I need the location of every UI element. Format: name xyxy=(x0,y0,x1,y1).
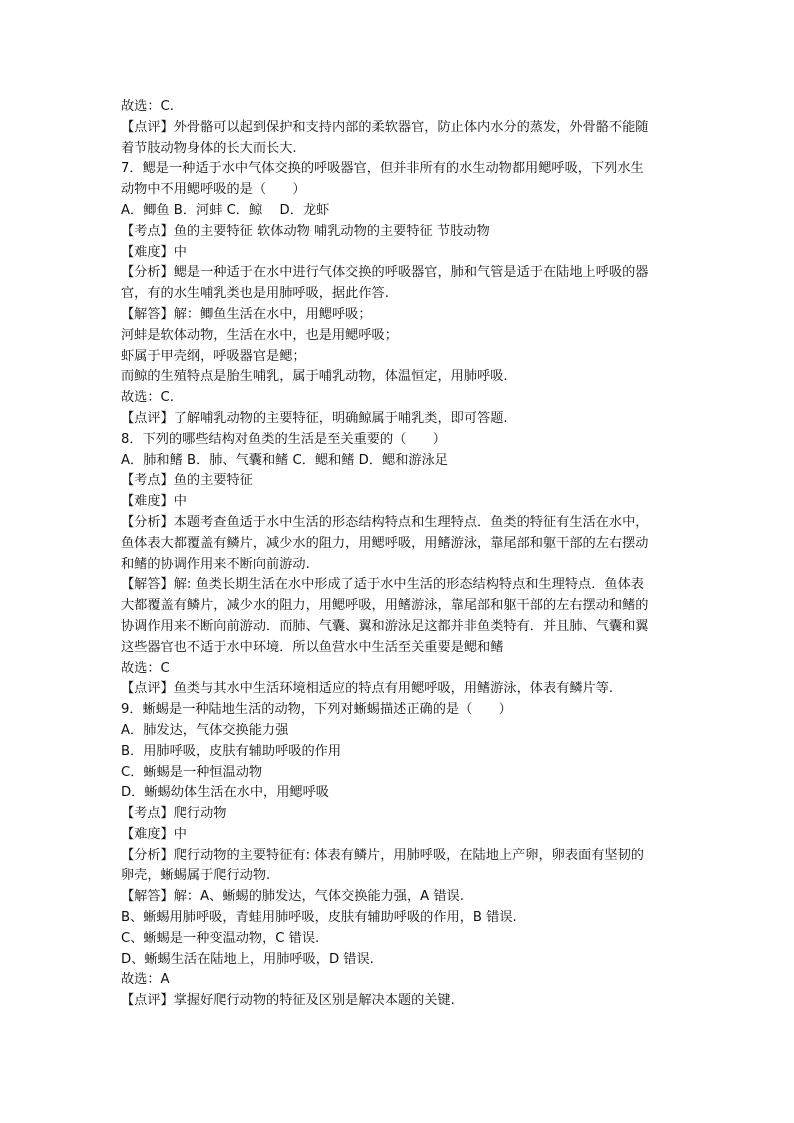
question-7-stem: 7．鳃是一种适于水中气体交换的呼吸器官，但并非所有的水生动物都用鳃呼吸，下列水生 xyxy=(121,161,644,177)
question-8-stem: 8．下列的哪些结构对鱼类的生活是至关重要的（ ） xyxy=(121,431,446,447)
text-line: 【点评】了解哺乳动物的主要特征，明确鲸属于哺乳类，即可答题. xyxy=(121,410,508,426)
text-line: 【考点】鱼的主要特征 软体动物 哺乳动物的主要特征 节肢动物 xyxy=(121,223,490,239)
text-line: 协调作用来不断向前游动．而肺、气囊、翼和游泳足这都并非鱼类特有．并且肺、气囊和翼 xyxy=(121,618,649,634)
option-b: B．用肺呼吸，皮肤有辅助呼吸的作用 xyxy=(121,743,342,759)
text-line: 【解答】解: 鱼类长期生活在水中形成了适于水中生活的形态结构特点和生理特点．鱼体表 xyxy=(121,577,644,593)
text-line: 故选：C xyxy=(121,660,170,676)
text-line: 【点评】鱼类与其水中生活环境相适应的特点有用鳃呼吸，用鳍游泳，体表有鳞片等. xyxy=(121,681,614,697)
text-line: 动物中不用鳃呼吸的是（ ） xyxy=(121,182,306,198)
text-line: 【考点】鱼的主要特征 xyxy=(121,473,253,489)
text-line: 着节肢动物身体的长大而长大. xyxy=(121,140,297,156)
text-line: 鱼体表大都覆盖有鳞片，减少水的阻力，用鳃呼吸，用鳍游泳，靠尾部和躯干部的左右摆动 xyxy=(121,535,649,551)
option-c: C．蜥蜴是一种恒温动物 xyxy=(121,764,263,780)
text-line: 【分析】爬行动物的主要特征有: 体表有鳞片，用肺呼吸，在陆地上产卵，卵表面有坚韧的 xyxy=(121,847,644,863)
text-line: 【难度】中 xyxy=(121,244,187,260)
text-line: 【点评】掌握好爬行动物的特征及区别是解决本题的关键. xyxy=(121,993,455,1009)
text-line: 故选：A xyxy=(121,972,170,988)
text-line: 【点评】外骨骼可以起到保护和支持内部的柔软器官，防止体内水分的蒸发，外骨骼不能随 xyxy=(121,119,649,135)
text-line: 卵壳，蜥蜴属于爬行动物. xyxy=(121,868,271,884)
question-8-options: A．肺和鳍 B．肺、气囊和鳍 C．鳃和鳍 D．鳃和游泳足 xyxy=(121,452,448,468)
text-line: 【解答】解：A、蜥蜴的肺发达，气体交换能力强，A 错误. xyxy=(121,889,464,905)
question-7-options: A．鲫鱼 B．河蚌 C．鲸 D．龙虾 xyxy=(121,202,330,218)
option-d: D．蜥蜴幼体生活在水中，用鳃呼吸 xyxy=(121,785,329,801)
text-line: 故选：C. xyxy=(121,390,174,406)
text-line: C、蜥蜴是一种变温动物，C 错误. xyxy=(121,930,320,946)
text-line: 【分析】鳃是一种适于在水中进行气体交换的呼吸器官，肺和气管是适于在陆地上呼吸的器 xyxy=(121,265,649,281)
text-line: 河蚌是软体动物，生活在水中，也是用鳃呼吸； xyxy=(121,327,398,343)
text-line: B、蜥蜴用肺呼吸，青蛙用肺呼吸，皮肤有辅助呼吸的作用，B 错误. xyxy=(121,910,517,926)
text-line: 故选：C. xyxy=(121,99,174,114)
text-line: 官，有的水生哺乳类也是用肺呼吸，据此作答. xyxy=(121,286,389,302)
question-9-stem: 9．蜥蜴是一种陆地生活的动物，下列对蜥蜴描述正确的是（ ） xyxy=(121,702,512,718)
option-a: A．肺发达，气体交换能力强 xyxy=(121,722,289,738)
text-line: 和鳍的协调作用来不断向前游动. xyxy=(121,556,310,572)
text-line: 【难度】中 xyxy=(121,494,187,510)
text-line: D、蜥蜴生活在陆地上，用肺呼吸，D 错误. xyxy=(121,951,374,967)
text-line: 【解答】解：鲫鱼生活在水中，用鳃呼吸； xyxy=(121,306,372,322)
text-line: 【难度】中 xyxy=(121,826,187,842)
text-line: 【考点】爬行动物 xyxy=(121,806,227,822)
text-line: 虾属于甲壳纲，呼吸器官是鳃； xyxy=(121,348,306,364)
text-line: 而鲸的生殖特点是胎生哺乳，属于哺乳动物，体温恒定，用肺呼吸. xyxy=(121,369,508,385)
text-line: 这些器官也不适于水中环境．所以鱼营水中生活至关重要是鳃和鳍 xyxy=(121,639,504,655)
text-line: 大都覆盖有鳞片，减少水的阻力，用鳃呼吸，用鳍游泳，靠尾部和躯干部的左右摆动和鳍的 xyxy=(121,598,649,614)
text-line: 【分析】本题考查鱼适于水中生活的形态结构特点和生理特点．鱼类的特征有生活在水中， xyxy=(121,514,649,530)
